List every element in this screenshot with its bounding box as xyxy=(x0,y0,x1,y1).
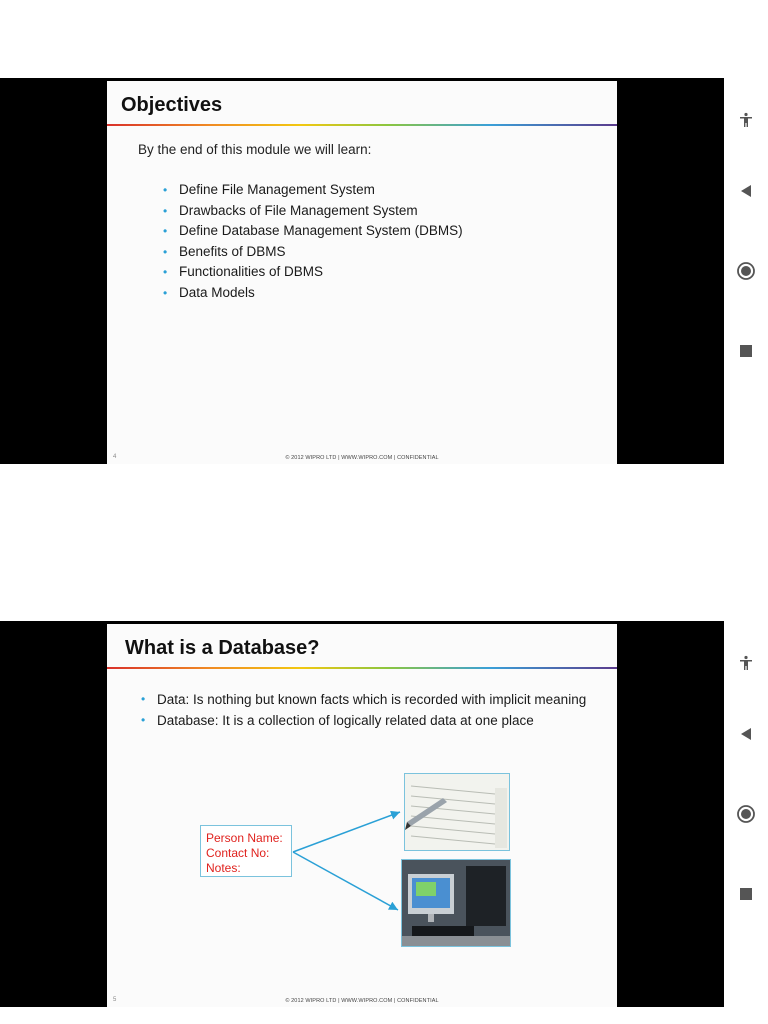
slide-title: Objectives xyxy=(121,94,223,116)
accessibility-icon[interactable] xyxy=(735,652,757,674)
list-item-text: Data Models xyxy=(179,284,255,300)
field-person-name: Person Name: xyxy=(206,831,283,845)
address-book-photo xyxy=(404,773,510,851)
bullet-icon: • xyxy=(163,203,168,218)
connector-arrows xyxy=(107,624,617,1007)
slide-frame-1 xyxy=(0,78,724,464)
page-number: 5 xyxy=(113,997,117,1003)
list-item-text: Define File Management System xyxy=(179,182,375,197)
list-item xyxy=(163,262,463,283)
list-item-text: Database: It is a collection of logically related data at one place xyxy=(157,713,534,728)
field-notes: Notes: xyxy=(206,861,241,875)
bullet-icon: • xyxy=(163,244,168,259)
nav-bar-1 xyxy=(724,78,768,464)
bullet-icon: • xyxy=(163,265,168,279)
home-icon[interactable] xyxy=(735,260,757,282)
list-item-text: Define Database Management System (DBMS) xyxy=(179,223,463,238)
slide-intro: By the end of this module we will learn: xyxy=(138,142,372,157)
list-item xyxy=(163,201,463,222)
back-icon[interactable] xyxy=(735,180,757,202)
slide-footer: © 2012 WIPRO LTD | WWW.WIPRO.COM | CONFIDENTIAL xyxy=(285,998,439,1004)
bullet-icon: • xyxy=(163,285,168,300)
objectives-list xyxy=(163,180,463,303)
list-item-text: Functionalities of DBMS xyxy=(179,264,324,279)
slide-title: What is a Database? xyxy=(125,637,320,659)
list-item xyxy=(163,283,463,304)
list-item xyxy=(163,242,463,263)
slide-footer: © 2012 WIPRO LTD | WWW.WIPRO.COM | CONFIDENTIAL xyxy=(285,455,439,461)
title-divider xyxy=(107,124,617,126)
list-item xyxy=(163,180,463,201)
slide-objectives xyxy=(107,81,617,464)
slide-frame-2 xyxy=(0,621,724,1007)
accessibility-icon[interactable] xyxy=(735,109,757,131)
home-icon[interactable] xyxy=(735,803,757,825)
page-number: 4 xyxy=(113,454,117,460)
bullet-icon: • xyxy=(163,224,168,238)
list-item-text: Data: Is nothing but known facts which is recorded with implicit meaning xyxy=(157,692,587,707)
bullet-icon: • xyxy=(141,713,146,727)
computer-photo xyxy=(401,859,511,947)
list-item-text: Benefits of DBMS xyxy=(179,243,286,259)
list-item xyxy=(163,221,463,242)
bullet-icon: • xyxy=(141,692,146,706)
back-icon[interactable] xyxy=(735,723,757,745)
list-item-text: Drawbacks of File Management System xyxy=(179,202,418,218)
bullet-icon: • xyxy=(163,183,168,197)
recents-icon[interactable] xyxy=(735,883,757,905)
slide-what-is-database xyxy=(107,624,617,1007)
recents-icon[interactable] xyxy=(735,340,757,362)
nav-bar-2 xyxy=(724,621,768,1007)
field-contact-no: Contact No: xyxy=(206,846,270,860)
